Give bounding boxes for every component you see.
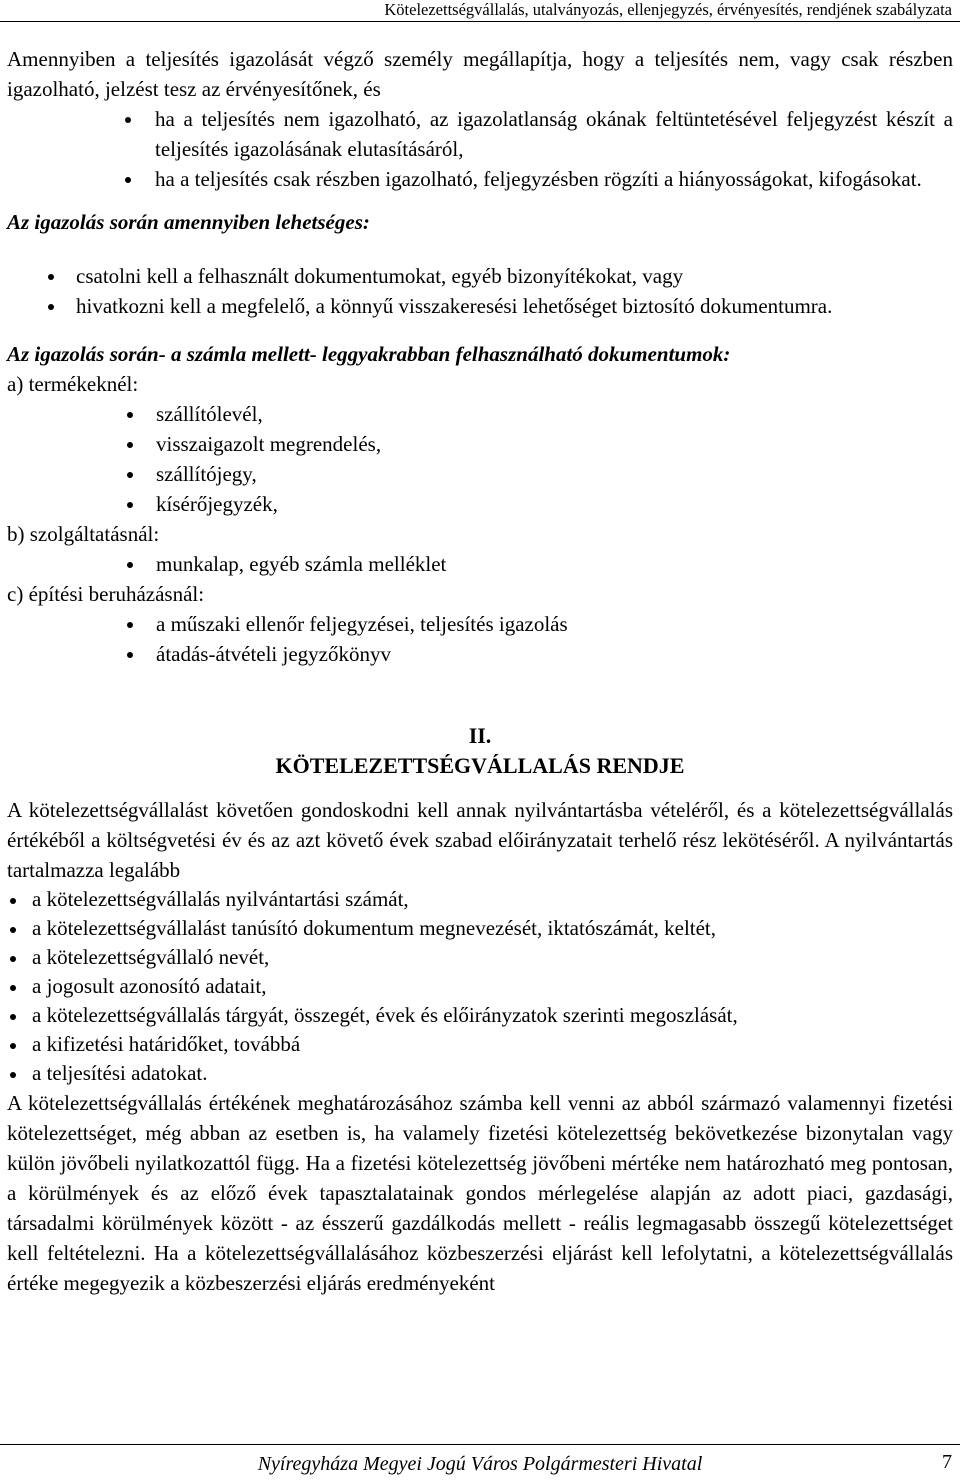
list-item: kísérőjegyzék, [7,489,953,519]
list-item: a kötelezettségvállalás nyilvántartási számát, [7,885,953,914]
running-title: Kötelezettségvállalás, utalványozás, ellenjegyzés, érvényesítés, rendjének szabályzata [384,0,952,19]
list-item: ha a teljesítés nem igazolható, az igazolatlanság okának feltüntetésével feljegyzést készít a teljesítés igazolásának elutasításáról, [7,104,953,164]
list-item: szállítólevél, [7,399,953,429]
list-item: a teljesítési adatokat. [7,1059,953,1088]
list-item: a kötelezettségvállalás tárgyát, összegét, évek és előirányzatok szerinti megoszlását, [7,1001,953,1030]
group-label-c: c) építési beruházásnál: [7,582,205,606]
group-label-a: a) termékeknél: [7,372,139,396]
chapter-paragraph-1: A kötelezettségvállalást követően gondoskodni kell annak nyilvántartásba vételéről, és a kötelezettségvállalás értékéből a költségvetési év és az azt követő évek szabad előirányzatait terhelő rész lekötéséről. A nyilvántartás tartalmazza legalább [7,798,953,882]
possible-bullet-list [7,261,953,321]
registry-contents-list [7,885,953,1088]
list-item: átadás-átvételi jegyzőkönyv [7,639,953,669]
group-b-list [7,549,953,579]
group-a-list [7,399,953,519]
running-header [0,0,960,22]
list-item: a műszaki ellenőr feljegyzései, teljesítés igazolás [7,609,953,639]
section-heading-documents: Az igazolás során- a számla mellett- leggyakrabban felhasználható dokumentumok: [7,342,731,366]
group-label-b: b) szolgáltatásnál: [7,522,160,546]
list-item: ha a teljesítés csak részben igazolható, feljegyzésben rögzíti a hiányosságokat, kifogásokat. [7,164,953,194]
document-body [7,44,953,1298]
chapter-title: KÖTELEZETTSÉGVÁLLALÁS RENDJE [275,753,685,778]
list-item: hivatkozni kell a megfelelő, a könnyű visszakeresési lehetőséget biztosító dokumentumra. [7,291,953,321]
list-item: a kötelezettségvállaló nevét, [7,943,953,972]
list-item: a kötelezettségvállalást tanúsító dokumentum megnevezését, iktatószámát, keltét, [7,914,953,943]
group-c-list [7,609,953,669]
footer-institution: Nyíregyháza Megyei Jogú Város Polgármesteri Hivatal [257,1453,703,1475]
list-item: munkalap, egyéb számla melléklet [7,549,953,579]
list-item: a kifizetési határidőket, továbbá [7,1030,953,1059]
chapter-paragraph-2: A kötelezettségvállalás értékének meghatározásához számba kell venni az abból származó valamennyi fizetési kötelezettséget, még abban az esetben is, ha valamely fizetési kötelezettség bekövetkezése bizonytalan vagy külön jövőbeli nyilatkozattól függ. Ha a fizetési kötelezettség jövőbeni mértéke nem határozható meg pontosan, a körülmények és az előző évek tapasztalatainak gondos mérlegelése alapján az adott piaci, gazdasági, társadalmi körülmények között - az ésszerű gazdálkodás mellett - reális legmagasabb összegű kötelezettséget kell feltételezni. Ha a kötelezettségvállalásához közbeszerzési eljárást kell lefolytatni, a kötelezettségvállalás értéke megegyezik a közbeszerzési eljárás eredményeként [7,1091,953,1295]
page-number: 7 [942,1451,952,1473]
intro-bullet-list [7,104,953,194]
page-footer [0,1444,960,1481]
list-item: csatolni kell a felhasznált dokumentumokat, egyéb bizonyítékokat, vagy [7,261,953,291]
chapter-number: II. [468,723,492,748]
section-heading-possible: Az igazolás során amennyiben lehetséges: [7,210,370,234]
intro-paragraph: Amennyiben a teljesítés igazolását végző személy megállapítja, hogy a teljesítés nem, vagy csak részben igazolható, jelzést tesz az érvényesítőnek, és [7,47,953,101]
list-item: a jogosult azonosító adatait, [7,972,953,1001]
list-item: visszaigazolt megrendelés, [7,429,953,459]
list-item: szállítójegy, [7,459,953,489]
